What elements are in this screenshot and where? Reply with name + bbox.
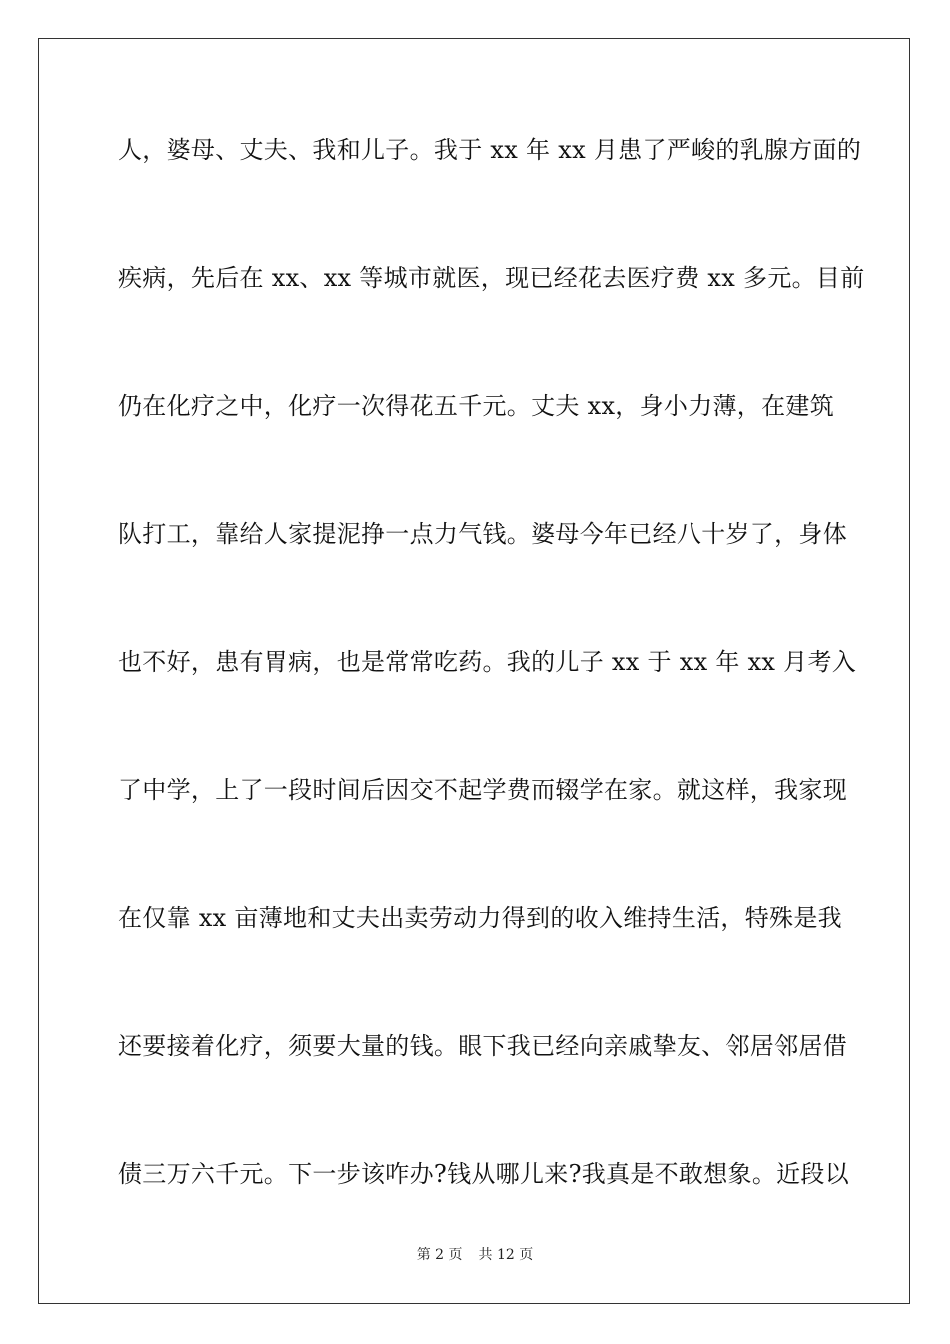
body-line: 队打工，靠给人家提泥挣一点力气钱。婆母今年已经八十岁了，身体 <box>118 520 847 548</box>
body-line: 在仅靠 xx 亩薄地和丈夫出卖劳动力得到的收入维持生活，特殊是我 <box>118 904 842 932</box>
page-total: 共 12 页 <box>478 1247 534 1263</box>
page-footer <box>0 1245 950 1265</box>
body-line: 了中学，上了一段时间后因交不起学费而辍学在家。就这样，我家现 <box>118 776 847 804</box>
body-line: 仍在化疗之中，化疗一次得花五千元。丈夫 xx，身小力薄，在建筑 <box>118 392 834 420</box>
body-line: 疾病，先后在 xx、xx 等城市就医，现已经花去医疗费 xx 多元。目前 <box>118 264 865 292</box>
page-number: 第 2 页 <box>416 1247 463 1263</box>
body-line: 还要接着化疗，须要大量的钱。眼下我已经向亲戚挚友、邻居邻居借 <box>118 1032 847 1060</box>
document-body <box>118 128 865 1280</box>
body-line: 人，婆母、丈夫、我和儿子。我于 xx 年 xx 月患了严峻的乳腺方面的 <box>118 136 862 164</box>
body-line: 债三万六千元。下一步该咋办?钱从哪儿来?我真是不敢想象。近段以 <box>118 1160 850 1188</box>
body-line: 也不好，患有胃病，也是常常吃药。我的儿子 xx 于 xx 年 xx 月考入 <box>118 648 857 676</box>
